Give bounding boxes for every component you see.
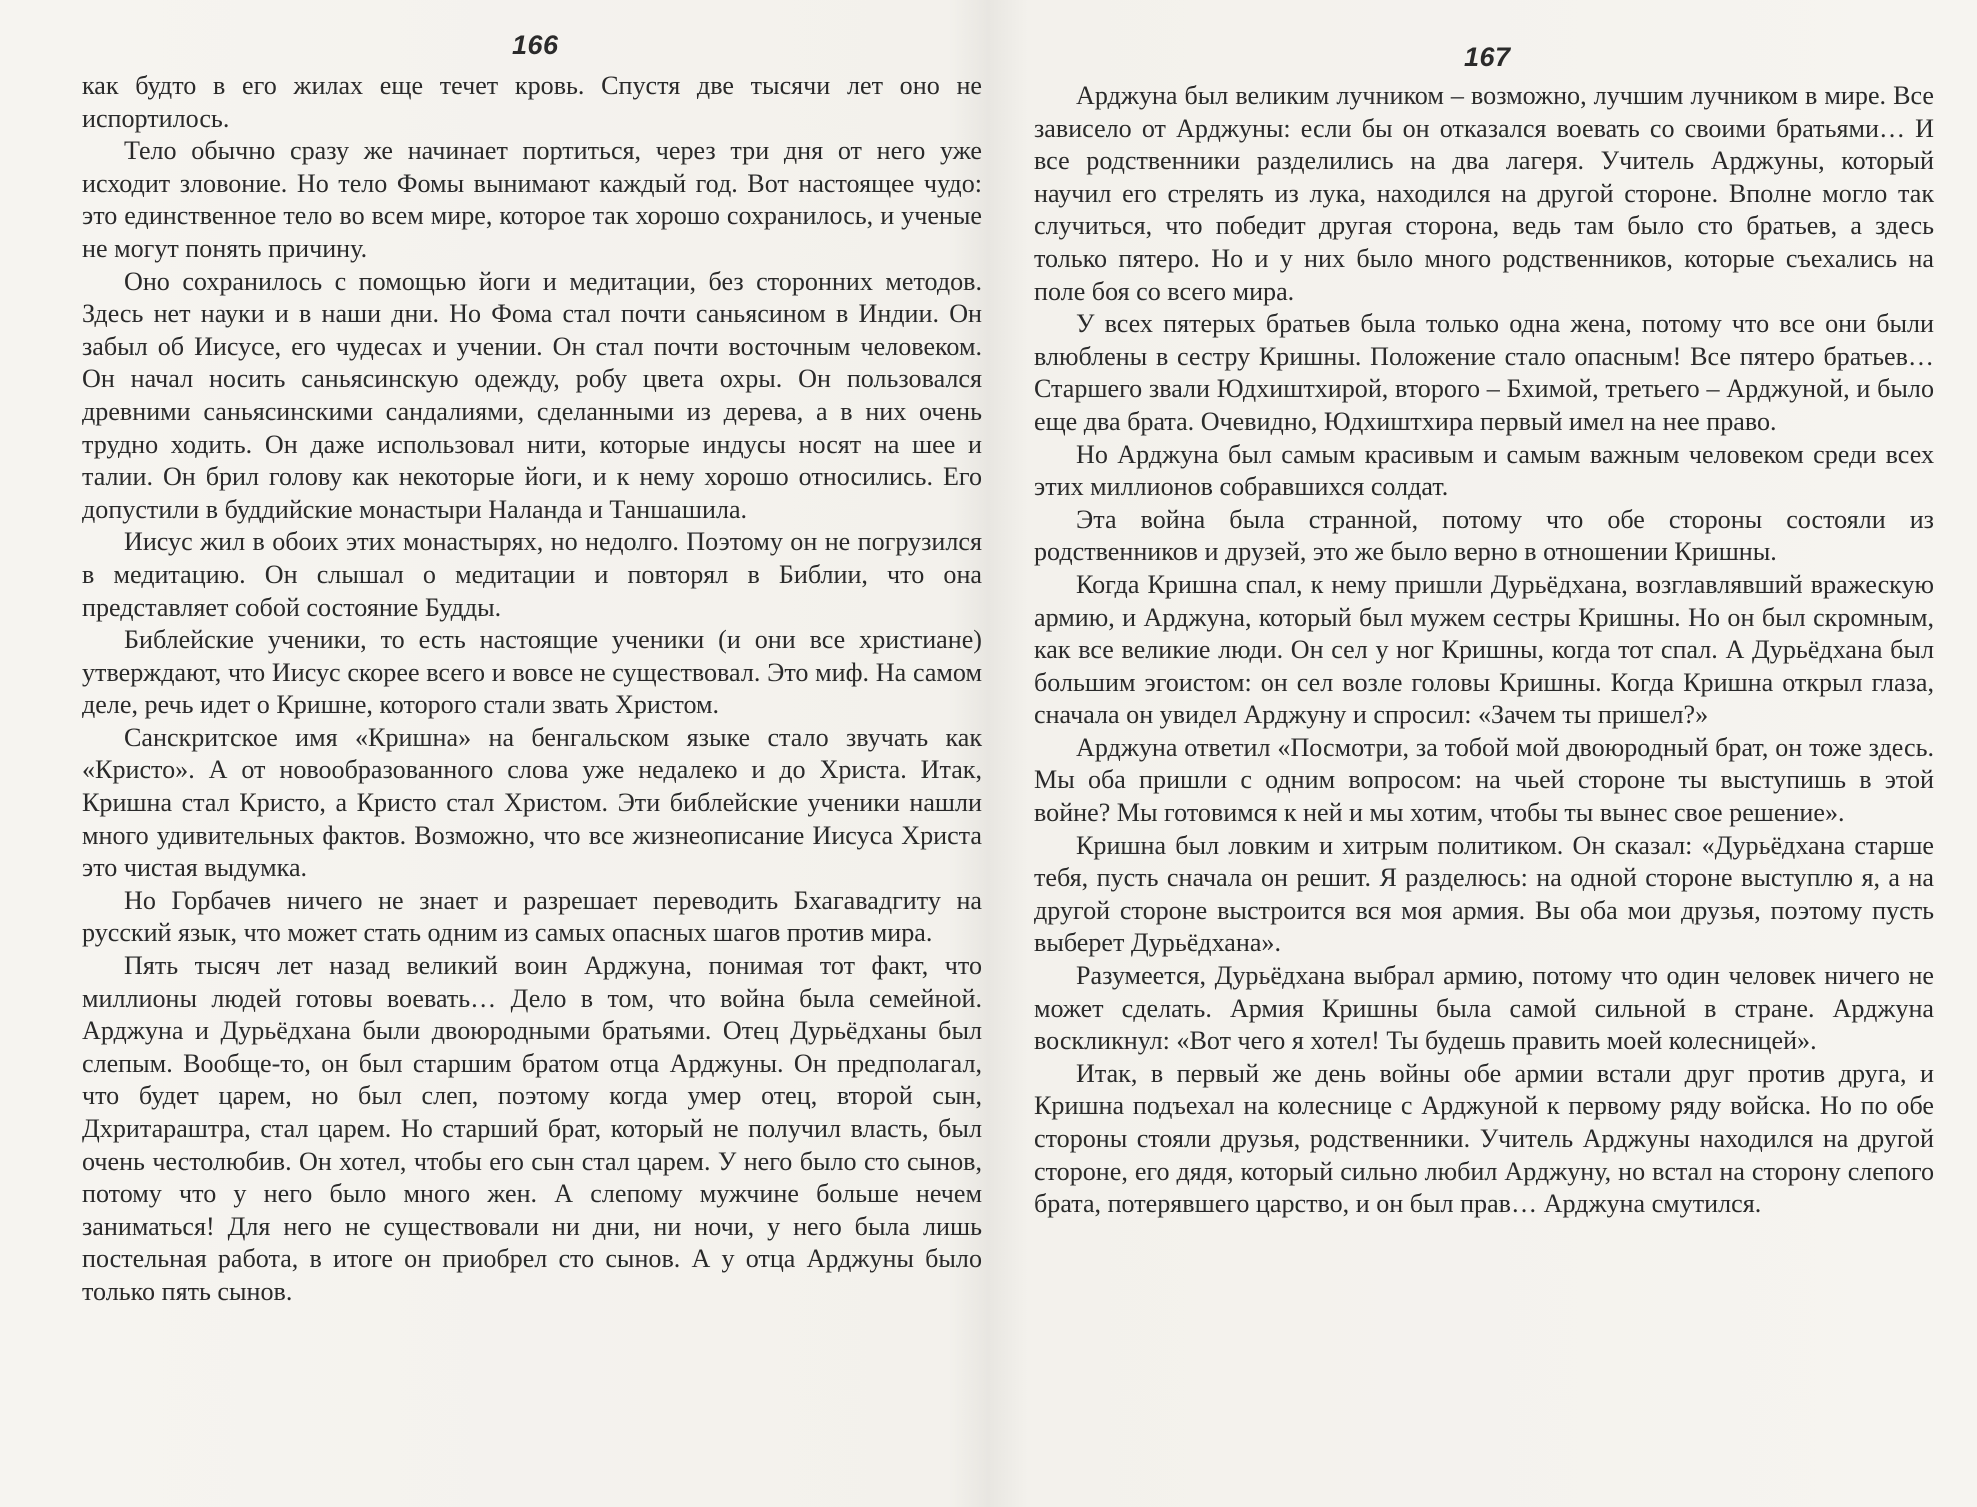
paragraph: Санскритское имя «Кришна» на бенгальском языке стало звучать как «Кристо». А от новообразованного слова уже недалеко и до Христа. Итак, Кришна стал Кристо, а Кристо стал Христом. Эти библейские ученики нашли много удивительных фактов. Возможно, что все жизнеописание Иисуса Христа это чистая выдумка. (82, 722, 982, 883)
right-page-text (1034, 80, 1934, 1221)
paragraph: Но Арджуна был самым красивым и самым важным человеком среди всех этих миллионов собравшихся солдат. (1034, 439, 1934, 502)
paragraph: Когда Кришна спал, к нему пришли Дурьёдхана, возглавлявший вражескую армию, и Арджуна, который был мужем сестры Кришны. Но он был скромным, как все великие люди. Он сел у ног Кришны, когда тот спал. А Дурьёдхана был большим эгоистом: он сел возле головы Кришны. Когда Кришна открыл глаза, сначала он увидел Арджуну и спросил: «Зачем ты пришел?» (1034, 569, 1934, 730)
paragraph: Эта война была странной, потому что обе стороны состояли из родственников и друзей, это же было верно в отношении Кришны. (1034, 504, 1934, 567)
paragraph: Но Горбачев ничего не знает и разрешает переводить Бхагавадгиту на русский язык, что может стать одним из самых опасных шагов против мира. (82, 885, 982, 948)
page-number-167: 167 (1464, 42, 1511, 72)
paragraph: Арджуна был великим лучником – возможно, лучшим лучником в мире. Все зависело от Арджуны: если бы он отказался воевать со своими братьями… И все родственники разделились на два лагеря. Учитель Арджуны, который научил его стрелять из лука, находился на другой стороне. Вполне могло так случиться, что победит другая сторона, ведь там было сто братьев, а здесь только пятеро. Но и у них было много родственников, которые съехались на поле боя со всего мира. (1034, 81, 1934, 306)
paragraph: У всех пятерых братьев была только одна жена, потому что все они были влюблены в сестру Кришны. Положение стало опасным! Все пятеро братьев… Старшего звали Юдхиштхирой, второго – Бхимой, третьего – Арджуной, и было еще два брата. Очевидно, Юдхиштхира первый имел на нее право. (1034, 309, 1934, 436)
paragraph: Итак, в первый же день войны обе армии встали друг против друга, и Кришна подъехал на колеснице с Арджуной к первому ряду войска. Но по обе стороны стояли друзья, родственники. Учитель Арджуны находился на другой стороне, его дядя, который сильно любил Арджуну, но встал на сторону слепого брата, потерявшего царство, и он был прав… Арджуна смутился. (1034, 1058, 1934, 1219)
paragraph: как будто в его жилах еще течет кровь. Спустя две тысячи лет оно не испортилось. (82, 71, 982, 133)
right-page (988, 0, 1977, 1507)
page-number-166: 166 (512, 30, 559, 60)
paragraph: Пять тысяч лет назад великий воин Арджуна, понимая тот факт, что миллионы людей готовы воевать… Дело в том, что война была семейной. Арджуна и Дурьёдхана были двоюродными братьями. Отец Дурьёдханы был слепым. Вообще-то, он был старшим братом отца Арджуны. Он предполагал, что будет царем, но был слеп, поэтому когда умер отец, второй сын, Дхритараштра, стал царем. Но старший брат, который не получил власть, был очень честолюбив. Он хотел, чтобы его сын стал царем. У него было сто сынов, потому что у него было много жен. А слепому мужчине больше нечем заниматься! Для него не существовали ни дни, ни ночи, у него была лишь постельная работа, в итоге он приобрел сто сынов. А у отца Арджуны было только пять сынов. (82, 951, 982, 1306)
paragraph: Тело обычно сразу же начинает портиться, через три дня от него уже исходит зловоние. Но тело Фомы вынимают каждый год. Вот настоящее чудо: это единственное тело во всем мире, которое так хорошо сохранилось, и ученые не могут понять причину. (82, 136, 982, 263)
paragraph: Иисус жил в обоих этих монастырях, но недолго. Поэтому он не погрузился в медитацию. Он слышал о медитации и повторял в Библии, что она представляет собой состояние Будды. (82, 527, 982, 622)
left-page-text (82, 70, 982, 1309)
left-page (0, 0, 988, 1507)
paragraph: Арджуна ответил «Посмотри, за тобой мой двоюродный брат, он тоже здесь. Мы оба пришли с одним вопросом: на чьей стороне ты выступишь в этой войне? Мы готовимся к ней и мы хотим, чтобы ты вынес свое решение». (1034, 732, 1934, 828)
paragraph: Кришна был ловким и хитрым политиком. Он сказал: «Дурьёдхана старше тебя, пусть сначала он решит. Я разделюсь: на одной стороне выступлю я, а на другой стороне выстроится вся моя армия. Вы оба мои друзья, поэтому пусть выберет Дурьёдхана». (1034, 830, 1934, 958)
paragraph: Разумеется, Дурьёдхана выбрал армию, потому что один человек ничего не может сделать. Армия Кришны была самой сильной в стране. Арджуна воскликнул: «Вот чего я хотел! Ты будешь править моей колесницей». (1034, 961, 1934, 1056)
paragraph: Оно сохранилось с помощью йоги и медитации, без сторонних методов. Здесь нет науки и в наши дни. Но Фома стал почти саньясином в Индии. Он забыл об Иисусе, его чудесах и учении. Он стал почти восточным человеком. Он начал носить саньясинскую одежду, робу цвета охры. Он пользовался древними саньясинскими сандалиями, сделанными из дерева, а в них очень трудно ходить. Он даже использовал нити, которые индусы носят на шее и талии. Он брил голову как некоторые йоги, и к нему хорошо относились. Его допустили в буддийские монастыри Наланда и Таншашила. (82, 266, 982, 524)
paragraph: Библейские ученики, то есть настоящие ученики (и они все христиане) утверждают, что Иисус скорее всего и вовсе не существовал. Это миф. На самом деле, речь идет о Кришне, которого стали звать Христом. (82, 625, 982, 720)
